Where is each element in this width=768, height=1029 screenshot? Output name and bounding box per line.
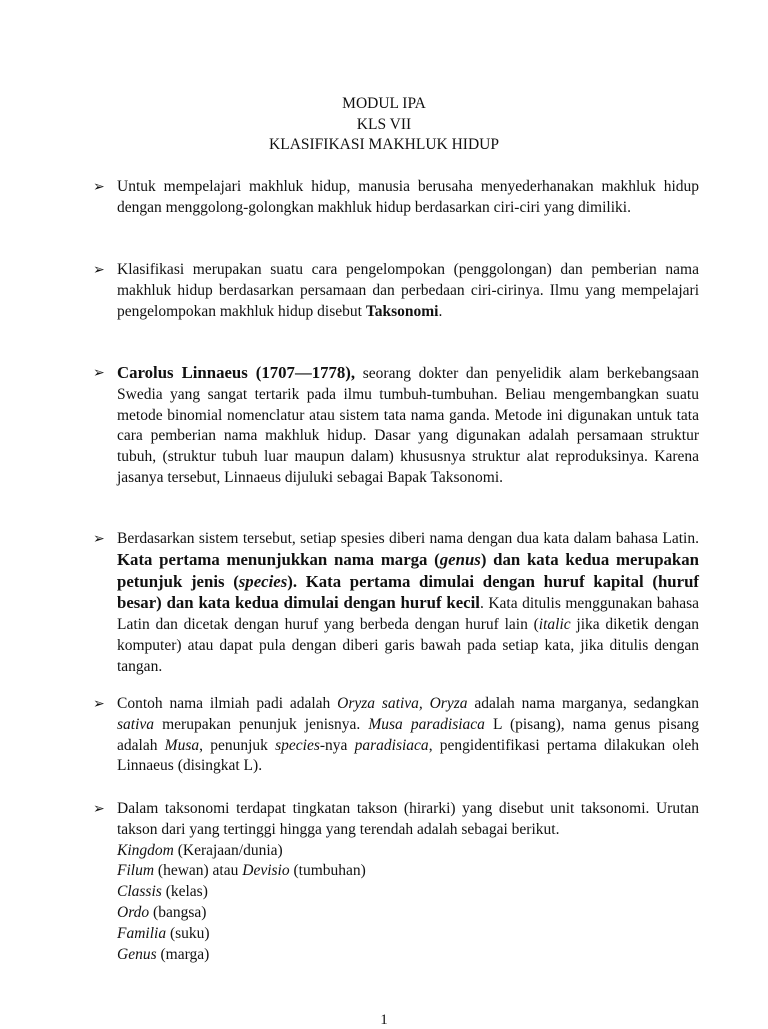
taxon-familia xyxy=(117,924,699,945)
header-class-level: KLS VII xyxy=(356,115,412,133)
italic-sativa: sativa xyxy=(117,715,155,733)
paragraph-body: seorang dokter dan penyelidik alam berkebangsaan Swedia yang sangat tertarik pada ilmu tumbuh-tumbuhan. Beliau mengembangkan suatu metode binomial nomenclatur atau sistem tata nama ganda. Metode ini digunakan untuk tata cara pemberian nama makhluk hidup. Dasar yang digunakan adalah persamaan struktur tubuh, (struktur tubuh luar maupun dalam) khususnya struktur alat reproduksinya. Karena jasanya tersebut, Linnaeus dijuluki sebagai Bapak Taksonomi. xyxy=(117,365,699,486)
taxon-desc: (hewan) atau xyxy=(154,862,243,880)
taxon-kingdom xyxy=(117,841,699,862)
italic-musa-paradisiaca: Musa paradisiaca xyxy=(368,715,485,733)
paragraph-text: Dalam taksonomi terdapat tingkatan takson (hirarki) yang disebut unit taksonomi. Urutan takson dari yang tertinggi hingga yang terendah adalah sebagai berikut. xyxy=(117,800,699,838)
taxon-desc: (kelas) xyxy=(161,883,208,901)
header-module-title: MODUL IPA xyxy=(342,95,426,112)
taxon-desc: (suku) xyxy=(166,924,210,942)
text-run: . Kata ditulis menggunakan bahasa Latin dan dicetak dengan huruf yang berbeda dengan huruf lain ( xyxy=(117,595,699,634)
taxon-name: Familia xyxy=(117,924,167,942)
taxon-classis xyxy=(117,882,699,903)
taxon-name: Devisio xyxy=(242,862,290,880)
italic-musa: Musa xyxy=(164,736,200,754)
bold-run: Kata pertama menunjukkan nama marga ( xyxy=(117,549,440,569)
arrow-bullet-icon: ➢ xyxy=(93,262,105,278)
text-run: jika diketik dengan komputer) atau dapat pula dengan diberi garis bawah pada setiap kata, jika ditulis dengan tangan. xyxy=(117,616,699,675)
bold-run: ) dan kata kedua merupakan petunjuk jenis ( xyxy=(117,549,699,591)
period: . xyxy=(438,302,443,320)
taxon-desc: (bangsa) xyxy=(149,903,207,921)
paragraph-text: Untuk mempelajari makhluk hidup, manusia berusaha menyederhanakan makhluk hidup dengan menggolong-golongkan makhluk hidup berdasarkan ciri-ciri yang dimiliki. xyxy=(117,178,699,216)
taxon-filum xyxy=(117,861,699,882)
bold-italic-genus: genus xyxy=(439,549,481,569)
bold-run: ). Kata pertama dimulai dengan huruf kapital (huruf besar) dan kata kedua dimulai dengan huruf kecil xyxy=(117,571,699,613)
bullet-paragraph-examples xyxy=(93,694,699,777)
paragraph-text xyxy=(117,529,699,678)
arrow-bullet-icon: ➢ xyxy=(93,696,105,712)
arrow-bullet-icon: ➢ xyxy=(93,365,105,381)
bullet-paragraph-intro xyxy=(93,177,699,219)
header-topic-title: KLASIFIKASI MAKHLUK HIDUP xyxy=(269,136,499,153)
taxon-name: Ordo xyxy=(117,903,150,921)
term-taksonomi: Taksonomi xyxy=(365,302,439,320)
bullet-paragraph-taxonomy-levels xyxy=(93,799,699,965)
taxon-name: Filum xyxy=(117,862,155,880)
text-run: Berdasarkan sistem tersebut, setiap spesies diberi nama dengan dua kata dalam bahasa Latin. xyxy=(117,530,699,547)
bullet-paragraph-classification xyxy=(93,260,699,322)
taxon-name: Classis xyxy=(117,883,162,901)
italic-word: italic xyxy=(538,616,571,634)
text-run: -nya xyxy=(319,736,355,754)
page-number: 1 xyxy=(380,1012,388,1028)
text-run: , penunjuk xyxy=(199,736,276,754)
text-run: adalah nama marganya, sedangkan xyxy=(467,695,699,712)
taxon-genus xyxy=(117,945,699,966)
text-run: , pengidentifikasi pertama dilakukan oleh Linnaeus (disingkat L). xyxy=(117,736,699,775)
text-run: L (pisang), nama genus pisang adalah xyxy=(117,715,699,754)
taxon-name: Genus xyxy=(117,945,157,963)
taxon-desc: (Kerajaan/dunia) xyxy=(173,841,283,859)
linnaeus-name: Carolus Linnaeus (1707—1778), xyxy=(117,363,356,382)
taxon-name: Kingdom xyxy=(117,841,174,859)
paragraph-text xyxy=(117,694,699,777)
bullet-paragraph-linnaeus xyxy=(93,363,699,489)
text-run: Contoh nama ilmiah padi adalah xyxy=(117,695,338,712)
taxon-list xyxy=(117,841,699,966)
text-run: merupakan penunjuk jenisnya. xyxy=(154,715,369,733)
paragraph-text xyxy=(117,260,699,322)
arrow-bullet-icon: ➢ xyxy=(93,801,105,817)
italic-oryza: Oryza sativa, Oryza xyxy=(337,695,468,712)
bold-italic-species: species xyxy=(238,571,288,591)
arrow-bullet-icon: ➢ xyxy=(93,531,105,547)
taxon-ordo xyxy=(117,903,699,924)
italic-species: species xyxy=(275,736,320,754)
italic-paradisiaca: paradisiaca xyxy=(354,736,429,754)
arrow-bullet-icon: ➢ xyxy=(93,179,105,195)
bullet-paragraph-binomial xyxy=(93,529,699,678)
taxon-desc: (marga) xyxy=(156,945,210,963)
paragraph-text xyxy=(117,363,699,489)
paragraph-body: Klasifikasi merupakan suatu cara pengelompokan (penggolongan) dan pemberian nama makhluk hidup berdasarkan persamaan dan perbedaan ciri-cirinya. Ilmu yang mempelajari pengelompokan makhluk hidup disebut xyxy=(117,261,699,320)
taxon-desc: (tumbuhan) xyxy=(289,862,366,880)
document-header xyxy=(0,94,768,156)
